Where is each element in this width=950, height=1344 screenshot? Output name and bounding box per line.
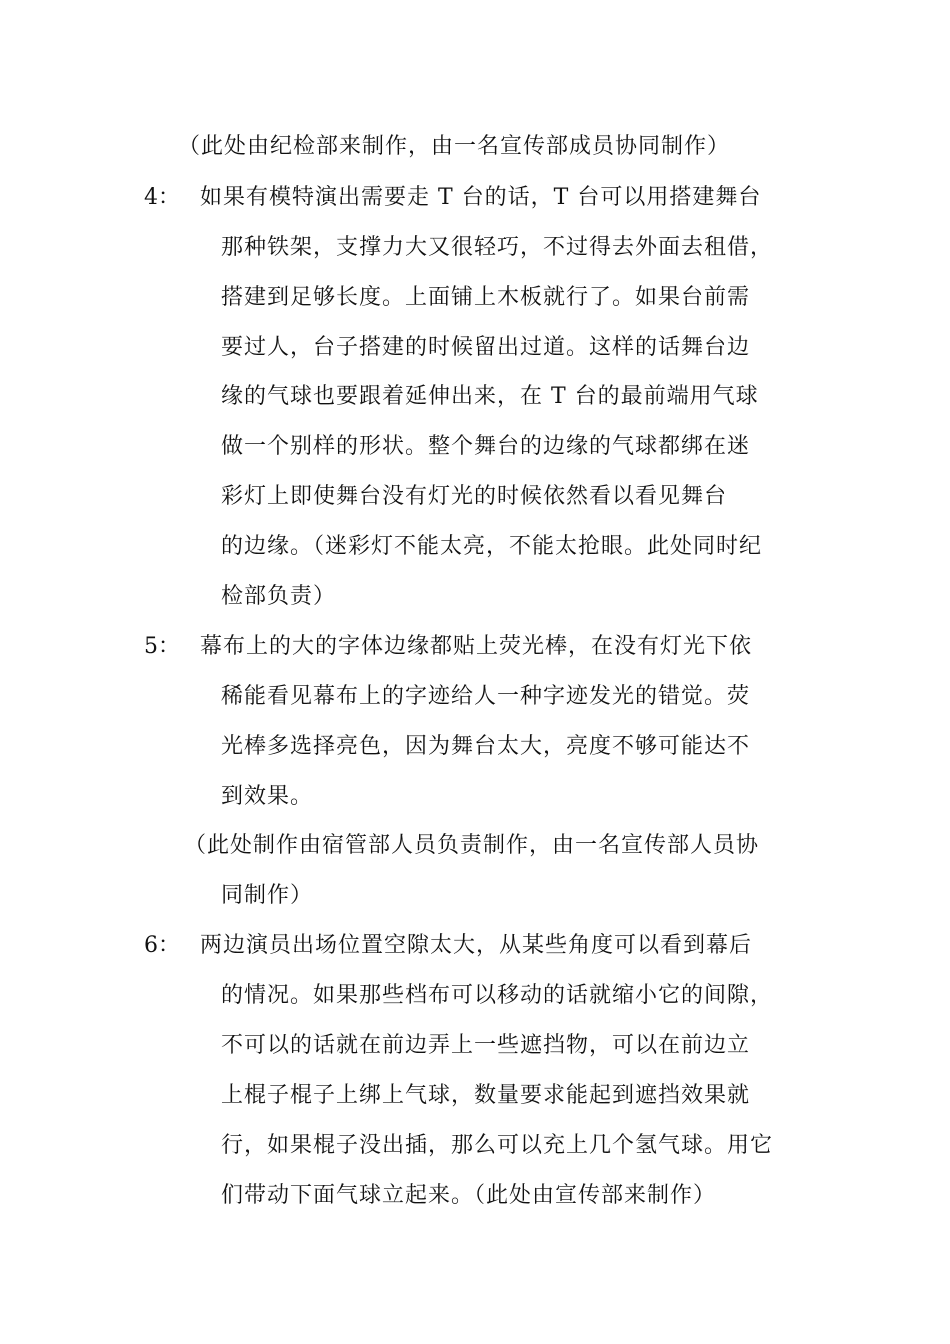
- item-6-line-6: 们带动下面气球立起来。（此处由宣传部来制作）: [221, 1183, 717, 1208]
- item-6-number: 6：: [144, 933, 180, 958]
- item-4-line-1: 如果有模特演出需要走 T 台的话，T 台可以用搭建舞台: [200, 185, 762, 210]
- note-mid-line-2: 同制作）: [221, 883, 314, 908]
- note-top: （此处由纪检部来制作，由一名宣传部成员协同制作）: [178, 134, 731, 159]
- item-4-line-6: 做一个别样的形状。整个舞台的边缘的气球都绑在迷: [221, 434, 751, 459]
- item-6-line-2: 的情况。如果那些档布可以移动的话就缩小它的间隙，: [221, 983, 774, 1008]
- item-4-number: 4：: [144, 185, 180, 210]
- item-4-line-9: 检部负责）: [221, 584, 337, 609]
- item-6-line-3: 不可以的话就在前边弄上一些遮挡物，可以在前边立: [221, 1033, 751, 1058]
- item-4-line-4: 要过人，台子搭建的时候留出过道。这样的话舞台边: [221, 335, 751, 360]
- item-4-line-2: 那种铁架，支撑力大又很轻巧，不过得去外面去租借，: [221, 235, 774, 260]
- item-4-line-7: 彩灯上即使舞台没有灯光的时候依然看以看见舞台: [221, 484, 728, 509]
- item-6-line-5: 行，如果棍子没出插，那么可以充上几个氢气球。用它: [221, 1133, 774, 1158]
- item-6-line-4: 上棍子棍子上绑上气球，数量要求能起到遮挡效果就: [221, 1083, 751, 1108]
- item-5-line-2: 稀能看见幕布上的字迹给人一种字迹发光的错觉。荧: [221, 684, 751, 709]
- item-6-line-1: 两边演员出场位置空隙太大，从某些角度可以看到幕后: [200, 933, 753, 958]
- item-4-line-5: 缘的气球也要跟着延伸出来，在 T 台的最前端用气球: [221, 384, 759, 409]
- item-5-line-1: 幕布上的大的字体边缘都贴上荧光棒，在没有灯光下依: [200, 634, 753, 659]
- item-4-line-8: 的边缘。（迷彩灯不能太亮，不能太抢眼。此处同时纪: [221, 534, 763, 559]
- item-4-line-3: 搭建到足够长度。上面铺上木板就行了。如果台前需: [221, 285, 751, 310]
- item-5-line-3: 光棒多选择亮色，因为舞台太大，亮度不够可能达不: [221, 734, 751, 759]
- item-5-line-4: 到效果。: [221, 784, 314, 809]
- note-mid-line-1: （此处制作由宿管部人员负责制作，由一名宣传部人员协: [184, 833, 760, 858]
- item-5-number: 5：: [144, 634, 180, 659]
